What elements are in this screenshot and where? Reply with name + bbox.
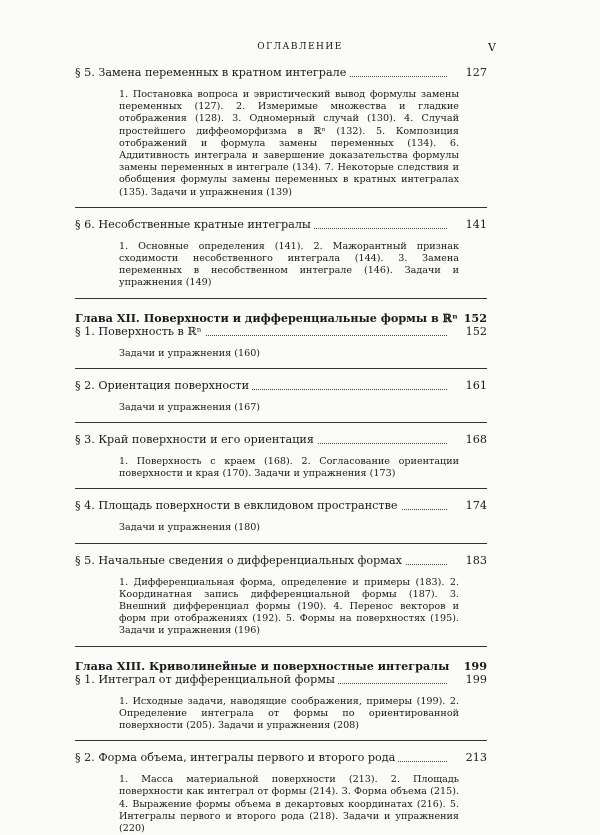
toc-entry-page: 168: [462, 433, 487, 447]
running-header: [0, 42, 600, 58]
toc-entry[interactable]: [75, 554, 487, 568]
separator-line: [75, 543, 487, 544]
separator-line: [75, 422, 487, 423]
toc-entry[interactable]: [75, 751, 487, 765]
toc-entry-title: § 1. Интеграл от дифференциальной формы: [75, 673, 338, 686]
toc-entry[interactable]: [75, 499, 487, 513]
toc-entry-title: § 1. Поверхность в ℝⁿ: [75, 325, 205, 338]
separator-line: [75, 488, 487, 489]
toc-entry-page: 161: [462, 379, 487, 393]
chapter-title: Глава XII. Поверхности и дифференциальные формы в ℝⁿ: [75, 310, 458, 325]
toc-entry-page: 152: [462, 325, 487, 339]
toc-entry-details: Задачи и упражнения (180): [119, 522, 261, 534]
separator-line: [75, 740, 487, 741]
chapter-heading[interactable]: [75, 311, 487, 325]
toc-entry-page: 183: [462, 554, 487, 568]
toc-entry-details: 1. Поверхность с краем (168). 2. Согласование ориентации поверхности и края (170). Задачи и упражнения (173): [119, 456, 459, 480]
toc-entry-title: § 3. Край поверхности и его ориентация: [75, 433, 317, 446]
chapter-heading[interactable]: [75, 659, 487, 673]
header-title: ОГЛАВЛЕНИЕ: [257, 42, 343, 52]
toc-entry-details: 1. Исходные задачи, наводящие соображения, примеры (199). 2. Определение интеграла от формы по ориентированной поверхности (205). Задачи и упражнения (208): [119, 695, 459, 732]
toc-entry[interactable]: [75, 218, 487, 232]
toc-entry[interactable]: [75, 325, 487, 339]
toc-entry-details: 1. Масса материальной поверхности (213). 2. Площадь поверхности как интеграл от формы (214). 3. Форма объема (215). 4. Выражение формы объема в декартовых координатах (216). 5. Интегралы первого и второго рода (218). Задачи и упражнения (220): [119, 774, 459, 835]
toc-entry-page: 213: [462, 751, 487, 765]
toc-entry-title: § 4. Площадь поверхности в евклидовом пространстве: [75, 499, 401, 512]
toc-entry-title: § 6. Несобственные кратные интегралы: [75, 218, 314, 231]
toc-entry-title: § 2. Ориентация поверхности: [75, 379, 252, 392]
toc-entry-page: 141: [462, 218, 487, 232]
toc-entry-title: § 5. Начальные сведения о дифференциальных формах: [75, 554, 405, 567]
separator-line: [75, 368, 487, 369]
separator-line: [75, 207, 487, 208]
toc-entry-details: 1. Постановка вопроса и эвристический вывод формулы замены переменных (127). 2. Измеримые множества и гладкие отображения (128). 3. Одномерный случай (130). 4. Случай простейшего диффеоморфизма в ℝⁿ (132). 5. Композиция отображений и формула замены переменных (134). 6. Аддитивность интеграла и завершение доказательства формулы замены переменных в интеграле (134). 7. Некоторые следствия и обобщения формулы замены переменных в кратных интегралах (135). Задачи и упражнения (139): [119, 89, 459, 198]
toc-entry-title: § 5. Замена переменных в кратном интеграле: [75, 66, 349, 79]
header-page-number: V: [488, 41, 496, 54]
toc-entry[interactable]: [75, 433, 487, 447]
toc-entry-page: 127: [462, 66, 487, 80]
toc-entry[interactable]: [75, 673, 487, 687]
chapter-page: 199: [463, 658, 487, 673]
toc-content: [75, 66, 487, 835]
toc-entry-page: 174: [462, 499, 487, 513]
toc-entry-details: 1. Основные определения (141). 2. Мажорантный признак сходимости несобственного интеграла (144). 3. Замена переменных в несобственном интеграле (146). Задачи и упражнения (149): [119, 240, 459, 289]
toc-entry[interactable]: [75, 379, 487, 393]
toc-entry-page: 199: [462, 673, 487, 687]
toc-entry-details: Задачи и упражнения (167): [119, 401, 261, 413]
chapter-page: 152: [463, 310, 487, 325]
toc-entry-details: 1. Дифференциальная форма, определение и примеры (183). 2. Координатная запись дифференциальной формы (187). 3. Внешний дифференциал формы (190). 4. Перенос векторов и форм при отображениях (192). 5. Формы на поверхностях (195). Задачи и упражнения (196): [119, 576, 459, 637]
separator-line: [75, 298, 487, 299]
toc-entry-title: § 2. Форма объема, интегралы первого и второго рода: [75, 751, 398, 764]
chapter-title: Глава XIII. Криволинейные и поверхностные интегралы: [75, 658, 450, 673]
toc-entry-details: Задачи и упражнения (160): [119, 347, 261, 359]
toc-entry[interactable]: [75, 66, 487, 80]
separator-line: [75, 646, 487, 647]
